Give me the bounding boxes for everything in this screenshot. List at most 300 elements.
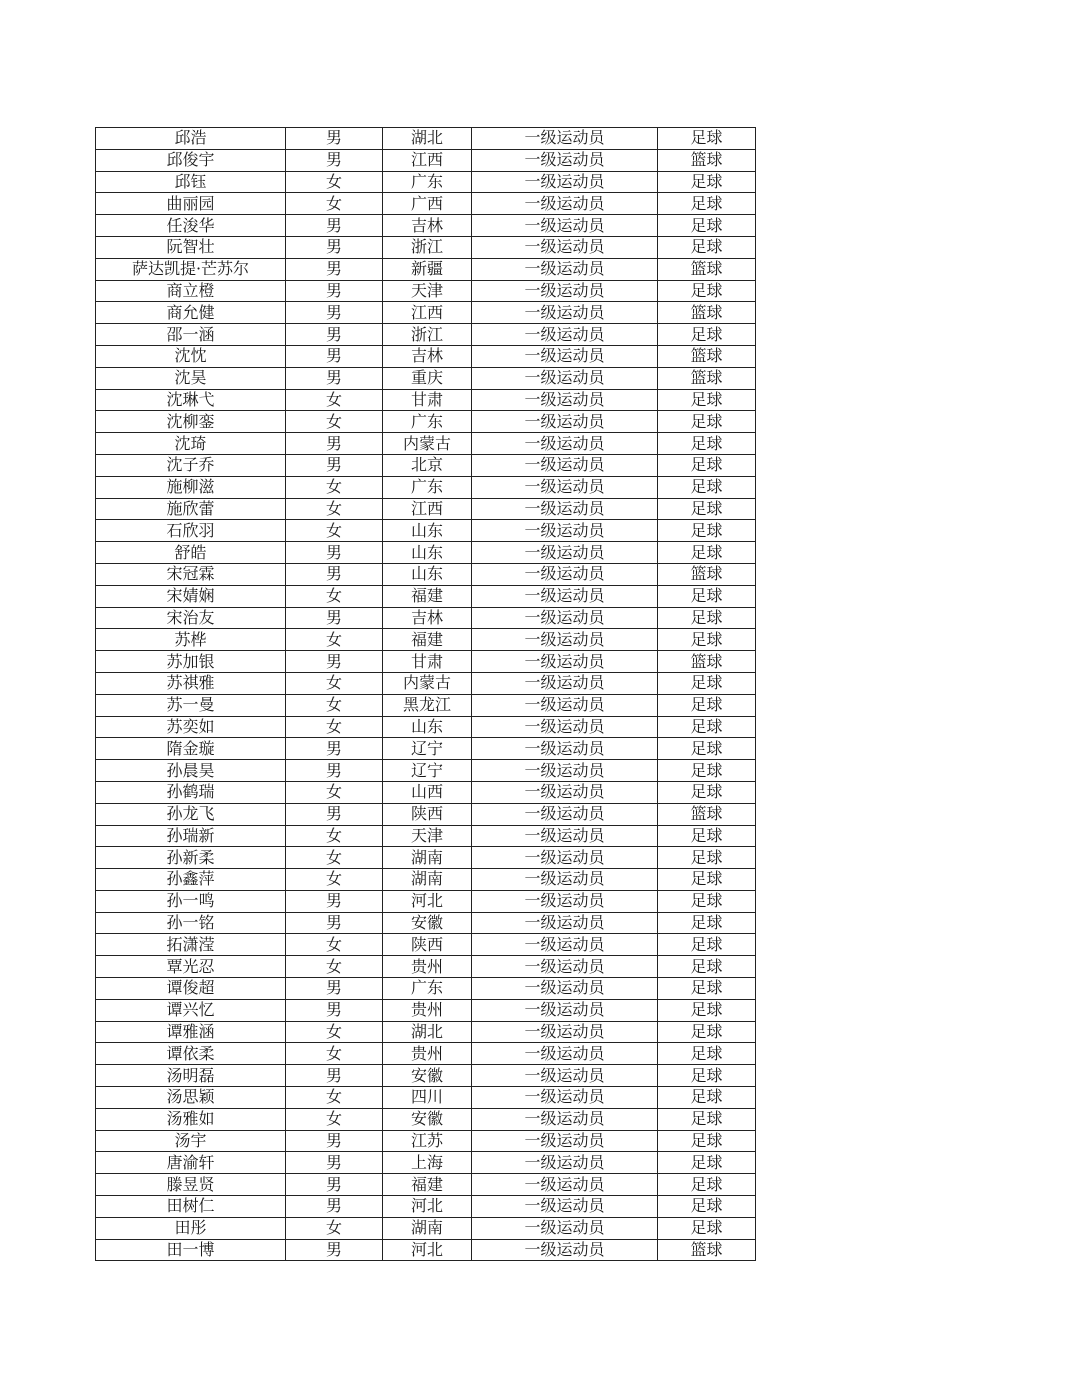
sport-cell: 篮球 — [658, 803, 756, 825]
athlete-name-cell: 邱钰 — [96, 171, 286, 193]
gender-cell: 男 — [286, 149, 383, 171]
athlete-name-cell: 石欣羽 — [96, 520, 286, 542]
gender-cell: 女 — [286, 1087, 383, 1109]
athlete-name-cell: 拓潇滢 — [96, 934, 286, 956]
table-row — [96, 607, 756, 629]
province-cell: 湖南 — [383, 1217, 472, 1239]
level-cell: 一级运动员 — [472, 978, 658, 1000]
gender-cell: 女 — [286, 694, 383, 716]
province-cell: 天津 — [383, 280, 472, 302]
level-cell: 一级运动员 — [472, 1239, 658, 1261]
province-cell: 广东 — [383, 978, 472, 1000]
athlete-name-cell: 谭雅涵 — [96, 1021, 286, 1043]
table-row — [96, 1217, 756, 1239]
athlete-name-cell: 苏祺雅 — [96, 672, 286, 694]
province-cell: 山东 — [383, 542, 472, 564]
level-cell: 一级运动员 — [472, 1065, 658, 1087]
level-cell: 一级运动员 — [472, 1152, 658, 1174]
gender-cell: 男 — [286, 236, 383, 258]
sport-cell: 足球 — [658, 999, 756, 1021]
athlete-name-cell: 苏加银 — [96, 651, 286, 673]
athlete-name-cell: 沈琦 — [96, 433, 286, 455]
sport-cell: 足球 — [658, 890, 756, 912]
level-cell: 一级运动员 — [472, 476, 658, 498]
table-row — [96, 171, 756, 193]
athlete-name-cell: 萨达凯提·芒苏尔 — [96, 258, 286, 280]
table-row — [96, 236, 756, 258]
sport-cell: 足球 — [658, 781, 756, 803]
athlete-name-cell: 邱俊宇 — [96, 149, 286, 171]
table-row — [96, 498, 756, 520]
table-row — [96, 215, 756, 237]
athlete-name-cell: 孙龙飞 — [96, 803, 286, 825]
gender-cell: 男 — [286, 890, 383, 912]
table-row — [96, 781, 756, 803]
table-row — [96, 825, 756, 847]
level-cell: 一级运动员 — [472, 738, 658, 760]
province-cell: 黑龙江 — [383, 694, 472, 716]
table-row — [96, 1196, 756, 1218]
level-cell: 一级运动员 — [472, 760, 658, 782]
sport-cell: 足球 — [658, 629, 756, 651]
gender-cell: 男 — [286, 345, 383, 367]
table-row — [96, 716, 756, 738]
sport-cell: 足球 — [658, 520, 756, 542]
athlete-name-cell: 孙瑞新 — [96, 825, 286, 847]
athlete-name-cell: 施欣蕾 — [96, 498, 286, 520]
province-cell: 内蒙古 — [383, 433, 472, 455]
gender-cell: 男 — [286, 542, 383, 564]
level-cell: 一级运动员 — [472, 803, 658, 825]
gender-cell: 男 — [286, 738, 383, 760]
athlete-name-cell: 田一博 — [96, 1239, 286, 1261]
level-cell: 一级运动员 — [472, 694, 658, 716]
province-cell: 内蒙古 — [383, 672, 472, 694]
athlete-name-cell: 宋冠霖 — [96, 563, 286, 585]
gender-cell: 男 — [286, 324, 383, 346]
province-cell: 重庆 — [383, 367, 472, 389]
sport-cell: 足球 — [658, 1065, 756, 1087]
table-row — [96, 978, 756, 1000]
level-cell: 一级运动员 — [472, 171, 658, 193]
table-row — [96, 454, 756, 476]
province-cell: 湖南 — [383, 869, 472, 891]
gender-cell: 男 — [286, 912, 383, 934]
level-cell: 一级运动员 — [472, 563, 658, 585]
province-cell: 浙江 — [383, 324, 472, 346]
province-cell: 湖北 — [383, 128, 472, 150]
table-row — [96, 1174, 756, 1196]
level-cell: 一级运动员 — [472, 956, 658, 978]
sport-cell: 足球 — [658, 1108, 756, 1130]
province-cell: 吉林 — [383, 215, 472, 237]
gender-cell: 男 — [286, 128, 383, 150]
table-row — [96, 1043, 756, 1065]
sport-cell: 足球 — [658, 869, 756, 891]
gender-cell: 女 — [286, 1021, 383, 1043]
athlete-roster-table — [95, 127, 756, 1261]
level-cell: 一级运动员 — [472, 629, 658, 651]
athlete-name-cell: 邱浩 — [96, 128, 286, 150]
province-cell: 陕西 — [383, 934, 472, 956]
level-cell: 一级运动员 — [472, 999, 658, 1021]
province-cell: 湖北 — [383, 1021, 472, 1043]
gender-cell: 女 — [286, 825, 383, 847]
province-cell: 浙江 — [383, 236, 472, 258]
athlete-name-cell: 汤雅如 — [96, 1108, 286, 1130]
sport-cell: 足球 — [658, 215, 756, 237]
level-cell: 一级运动员 — [472, 934, 658, 956]
athlete-name-cell: 田彤 — [96, 1217, 286, 1239]
athlete-name-cell: 舒皓 — [96, 542, 286, 564]
level-cell: 一级运动员 — [472, 324, 658, 346]
athlete-name-cell: 沈琳弋 — [96, 389, 286, 411]
athlete-name-cell: 商立橙 — [96, 280, 286, 302]
level-cell: 一级运动员 — [472, 542, 658, 564]
sport-cell: 足球 — [658, 825, 756, 847]
gender-cell: 女 — [286, 629, 383, 651]
level-cell: 一级运动员 — [472, 1087, 658, 1109]
level-cell: 一级运动员 — [472, 258, 658, 280]
province-cell: 广西 — [383, 193, 472, 215]
province-cell: 甘肃 — [383, 651, 472, 673]
athlete-name-cell: 任浚华 — [96, 215, 286, 237]
gender-cell: 男 — [286, 1152, 383, 1174]
table-row — [96, 563, 756, 585]
gender-cell: 女 — [286, 956, 383, 978]
gender-cell: 男 — [286, 1196, 383, 1218]
sport-cell: 足球 — [658, 389, 756, 411]
athlete-name-cell: 沈柳銮 — [96, 411, 286, 433]
table-row — [96, 869, 756, 891]
table-row — [96, 302, 756, 324]
athlete-name-cell: 唐渝轩 — [96, 1152, 286, 1174]
sport-cell: 足球 — [658, 607, 756, 629]
sport-cell: 足球 — [658, 1174, 756, 1196]
gender-cell: 男 — [286, 302, 383, 324]
gender-cell: 男 — [286, 978, 383, 1000]
sport-cell: 足球 — [658, 716, 756, 738]
sport-cell: 足球 — [658, 324, 756, 346]
province-cell: 江苏 — [383, 1130, 472, 1152]
province-cell: 广东 — [383, 411, 472, 433]
province-cell: 上海 — [383, 1152, 472, 1174]
sport-cell: 足球 — [658, 585, 756, 607]
sport-cell: 足球 — [658, 476, 756, 498]
level-cell: 一级运动员 — [472, 498, 658, 520]
athlete-name-cell: 宋婧娴 — [96, 585, 286, 607]
athlete-name-cell: 谭兴忆 — [96, 999, 286, 1021]
province-cell: 甘肃 — [383, 389, 472, 411]
sport-cell: 足球 — [658, 1217, 756, 1239]
gender-cell: 男 — [286, 760, 383, 782]
level-cell: 一级运动员 — [472, 345, 658, 367]
table-row — [96, 629, 756, 651]
gender-cell: 女 — [286, 389, 383, 411]
gender-cell: 女 — [286, 498, 383, 520]
sport-cell: 足球 — [658, 280, 756, 302]
sport-cell: 篮球 — [658, 563, 756, 585]
sport-cell: 足球 — [658, 1087, 756, 1109]
athlete-name-cell: 滕昱贤 — [96, 1174, 286, 1196]
level-cell: 一级运动员 — [472, 847, 658, 869]
athlete-name-cell: 施柳滋 — [96, 476, 286, 498]
level-cell: 一级运动员 — [472, 128, 658, 150]
level-cell: 一级运动员 — [472, 1217, 658, 1239]
gender-cell: 女 — [286, 934, 383, 956]
level-cell: 一级运动员 — [472, 607, 658, 629]
table-row — [96, 585, 756, 607]
level-cell: 一级运动员 — [472, 302, 658, 324]
athlete-name-cell: 孙晨昊 — [96, 760, 286, 782]
level-cell: 一级运动员 — [472, 585, 658, 607]
table-row — [96, 520, 756, 542]
table-row — [96, 258, 756, 280]
sport-cell: 足球 — [658, 171, 756, 193]
gender-cell: 女 — [286, 585, 383, 607]
level-cell: 一级运动员 — [472, 1130, 658, 1152]
gender-cell: 女 — [286, 411, 383, 433]
gender-cell: 女 — [286, 672, 383, 694]
sport-cell: 篮球 — [658, 651, 756, 673]
level-cell: 一级运动员 — [472, 1108, 658, 1130]
athlete-name-cell: 谭依柔 — [96, 1043, 286, 1065]
table-row — [96, 694, 756, 716]
athlete-name-cell: 宋治友 — [96, 607, 286, 629]
table-row — [96, 324, 756, 346]
table-row — [96, 1108, 756, 1130]
sport-cell: 篮球 — [658, 302, 756, 324]
level-cell: 一级运动员 — [472, 890, 658, 912]
athlete-name-cell: 沈子乔 — [96, 454, 286, 476]
gender-cell: 男 — [286, 607, 383, 629]
table-row — [96, 760, 756, 782]
table-row — [96, 193, 756, 215]
level-cell: 一级运动员 — [472, 781, 658, 803]
table-row — [96, 411, 756, 433]
province-cell: 江西 — [383, 498, 472, 520]
level-cell: 一级运动员 — [472, 912, 658, 934]
sport-cell: 足球 — [658, 694, 756, 716]
table-row — [96, 542, 756, 564]
gender-cell: 女 — [286, 520, 383, 542]
table-row — [96, 672, 756, 694]
table-row — [96, 803, 756, 825]
level-cell: 一级运动员 — [472, 1021, 658, 1043]
sport-cell: 足球 — [658, 760, 756, 782]
table-row — [96, 956, 756, 978]
sport-cell: 足球 — [658, 978, 756, 1000]
table-row — [96, 1239, 756, 1261]
level-cell: 一级运动员 — [472, 433, 658, 455]
table-row — [96, 1130, 756, 1152]
province-cell: 新疆 — [383, 258, 472, 280]
gender-cell: 男 — [286, 1239, 383, 1261]
sport-cell: 篮球 — [658, 258, 756, 280]
province-cell: 山东 — [383, 563, 472, 585]
athlete-name-cell: 苏一曼 — [96, 694, 286, 716]
athlete-name-cell: 谭俊超 — [96, 978, 286, 1000]
province-cell: 贵州 — [383, 956, 472, 978]
province-cell: 广东 — [383, 171, 472, 193]
athlete-name-cell: 苏桦 — [96, 629, 286, 651]
province-cell: 福建 — [383, 629, 472, 651]
level-cell: 一级运动员 — [472, 454, 658, 476]
sport-cell: 足球 — [658, 956, 756, 978]
table-row — [96, 999, 756, 1021]
sport-cell: 足球 — [658, 542, 756, 564]
table-row — [96, 149, 756, 171]
gender-cell: 男 — [286, 999, 383, 1021]
province-cell: 辽宁 — [383, 738, 472, 760]
athlete-name-cell: 沈昊 — [96, 367, 286, 389]
province-cell: 辽宁 — [383, 760, 472, 782]
sport-cell: 足球 — [658, 193, 756, 215]
athlete-name-cell: 孙新柔 — [96, 847, 286, 869]
province-cell: 山东 — [383, 520, 472, 542]
sport-cell: 足球 — [658, 454, 756, 476]
gender-cell: 男 — [286, 1065, 383, 1087]
sport-cell: 足球 — [658, 847, 756, 869]
gender-cell: 女 — [286, 781, 383, 803]
athlete-name-cell: 孙鑫萍 — [96, 869, 286, 891]
athlete-roster-body — [96, 128, 756, 1261]
province-cell: 福建 — [383, 585, 472, 607]
level-cell: 一级运动员 — [472, 149, 658, 171]
level-cell: 一级运动员 — [472, 825, 658, 847]
athlete-name-cell: 孙鹤瑞 — [96, 781, 286, 803]
sport-cell: 足球 — [658, 738, 756, 760]
level-cell: 一级运动员 — [472, 215, 658, 237]
table-row — [96, 1087, 756, 1109]
province-cell: 吉林 — [383, 607, 472, 629]
province-cell: 河北 — [383, 1196, 472, 1218]
gender-cell: 女 — [286, 171, 383, 193]
province-cell: 湖南 — [383, 847, 472, 869]
level-cell: 一级运动员 — [472, 280, 658, 302]
province-cell: 贵州 — [383, 999, 472, 1021]
gender-cell: 男 — [286, 367, 383, 389]
gender-cell: 女 — [286, 193, 383, 215]
province-cell: 广东 — [383, 476, 472, 498]
sport-cell: 篮球 — [658, 367, 756, 389]
gender-cell: 女 — [286, 1043, 383, 1065]
province-cell: 贵州 — [383, 1043, 472, 1065]
gender-cell: 男 — [286, 1174, 383, 1196]
sport-cell: 足球 — [658, 433, 756, 455]
gender-cell: 女 — [286, 1217, 383, 1239]
table-row — [96, 912, 756, 934]
sport-cell: 足球 — [658, 1043, 756, 1065]
level-cell: 一级运动员 — [472, 236, 658, 258]
gender-cell: 男 — [286, 651, 383, 673]
level-cell: 一级运动员 — [472, 411, 658, 433]
athlete-name-cell: 商允健 — [96, 302, 286, 324]
province-cell: 吉林 — [383, 345, 472, 367]
sport-cell: 足球 — [658, 672, 756, 694]
athlete-name-cell: 汤宇 — [96, 1130, 286, 1152]
gender-cell: 男 — [286, 563, 383, 585]
province-cell: 陕西 — [383, 803, 472, 825]
province-cell: 北京 — [383, 454, 472, 476]
province-cell: 四川 — [383, 1087, 472, 1109]
sport-cell: 足球 — [658, 912, 756, 934]
athlete-name-cell: 邵一涵 — [96, 324, 286, 346]
athlete-name-cell: 孙一鸣 — [96, 890, 286, 912]
table-row — [96, 345, 756, 367]
athlete-name-cell: 隋金璇 — [96, 738, 286, 760]
table-row — [96, 934, 756, 956]
athlete-name-cell: 沈忱 — [96, 345, 286, 367]
province-cell: 河北 — [383, 890, 472, 912]
level-cell: 一级运动员 — [472, 651, 658, 673]
province-cell: 河北 — [383, 1239, 472, 1261]
table-row — [96, 128, 756, 150]
table-row — [96, 890, 756, 912]
province-cell: 福建 — [383, 1174, 472, 1196]
province-cell: 江西 — [383, 149, 472, 171]
sport-cell: 足球 — [658, 411, 756, 433]
level-cell: 一级运动员 — [472, 716, 658, 738]
province-cell: 天津 — [383, 825, 472, 847]
athlete-name-cell: 孙一铭 — [96, 912, 286, 934]
level-cell: 一级运动员 — [472, 193, 658, 215]
sport-cell: 篮球 — [658, 1239, 756, 1261]
sport-cell: 足球 — [658, 498, 756, 520]
athlete-name-cell: 苏奕如 — [96, 716, 286, 738]
province-cell: 安徽 — [383, 1065, 472, 1087]
athlete-name-cell: 曲丽园 — [96, 193, 286, 215]
sport-cell: 足球 — [658, 1196, 756, 1218]
sport-cell: 足球 — [658, 236, 756, 258]
province-cell: 山西 — [383, 781, 472, 803]
table-row — [96, 738, 756, 760]
table-row — [96, 1021, 756, 1043]
table-row — [96, 1065, 756, 1087]
sport-cell: 篮球 — [658, 149, 756, 171]
gender-cell: 女 — [286, 847, 383, 869]
athlete-name-cell: 汤明磊 — [96, 1065, 286, 1087]
province-cell: 江西 — [383, 302, 472, 324]
sport-cell: 足球 — [658, 1152, 756, 1174]
athlete-name-cell: 田树仁 — [96, 1196, 286, 1218]
gender-cell: 男 — [286, 454, 383, 476]
sport-cell: 足球 — [658, 128, 756, 150]
level-cell: 一级运动员 — [472, 520, 658, 542]
table-row — [96, 389, 756, 411]
sport-cell: 足球 — [658, 934, 756, 956]
province-cell: 安徽 — [383, 912, 472, 934]
gender-cell: 女 — [286, 716, 383, 738]
level-cell: 一级运动员 — [472, 367, 658, 389]
table-row — [96, 1152, 756, 1174]
province-cell: 山东 — [383, 716, 472, 738]
gender-cell: 男 — [286, 433, 383, 455]
level-cell: 一级运动员 — [472, 672, 658, 694]
level-cell: 一级运动员 — [472, 1174, 658, 1196]
sport-cell: 足球 — [658, 1130, 756, 1152]
table-row — [96, 476, 756, 498]
sport-cell: 篮球 — [658, 345, 756, 367]
table-row — [96, 433, 756, 455]
gender-cell: 女 — [286, 476, 383, 498]
table-row — [96, 847, 756, 869]
athlete-name-cell: 覃光忍 — [96, 956, 286, 978]
table-row — [96, 280, 756, 302]
gender-cell: 男 — [286, 1130, 383, 1152]
gender-cell: 女 — [286, 1108, 383, 1130]
athlete-name-cell: 阮智壮 — [96, 236, 286, 258]
